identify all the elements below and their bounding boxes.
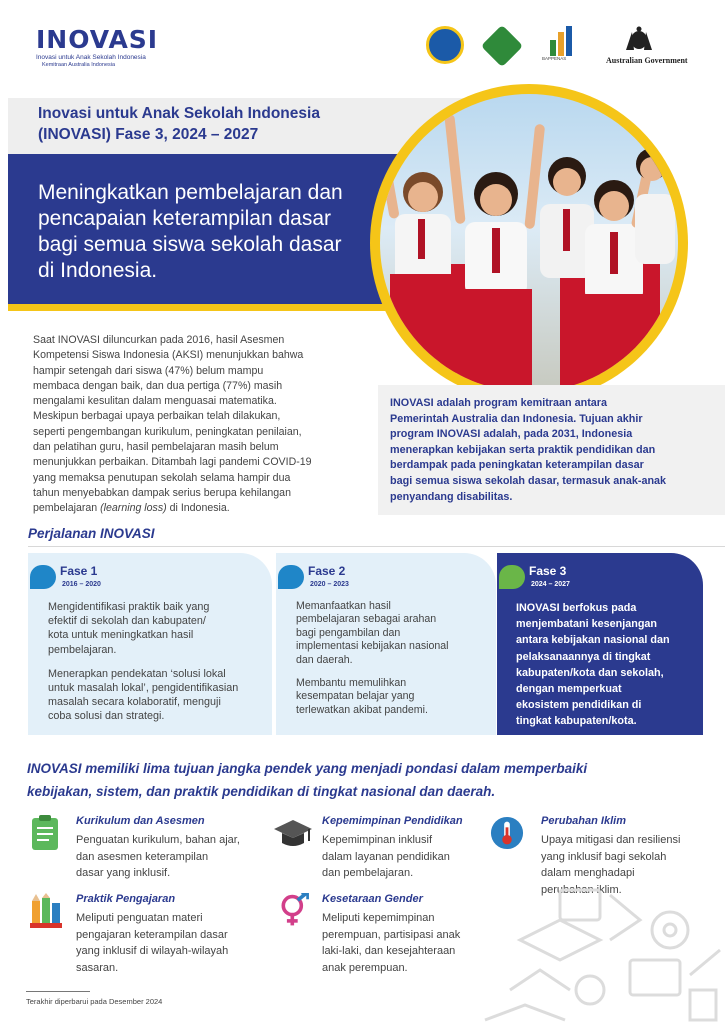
phase-name: Fase 2 [308, 564, 346, 578]
intro-line [33, 501, 358, 516]
phase-tab-icon [499, 565, 525, 589]
callout-line: program INOVASI adalah, pada 2031, Indonesia [390, 428, 633, 441]
phase-line: dengan memperkuat [516, 683, 622, 696]
logo-tagline: Inovasi untuk Anak Sekolah Indonesia [36, 54, 146, 61]
hero-eyebrow [38, 103, 320, 145]
footer-divider [26, 991, 90, 992]
phase-tab-icon [30, 565, 56, 589]
phase-line: pembelajaran. [48, 643, 117, 656]
phase-tab-icon [278, 565, 304, 589]
phase-line: Mengidentifikasi praktik baik yang [48, 601, 210, 613]
goal-title: Kepemimpinan Pendidikan [322, 815, 463, 827]
intro-line: tahun menyebabkan dampak serius berupa kehilangan [33, 486, 291, 499]
goal-line: perempuan, partisipasi anak [322, 928, 461, 941]
phase-line: kesempatan belajar yang [296, 690, 415, 703]
goal-line: perubahan iklim. [541, 883, 622, 896]
kemenag-logo-icon [481, 25, 523, 67]
goal-line: pengajaran keterampilan dasar [76, 928, 228, 941]
australian-coat-of-arms-icon [624, 26, 654, 52]
program-callout [378, 385, 725, 515]
callout-line: Pemerintah Australia dan Indonesia. Tujuan akhir [390, 412, 643, 425]
phase-line: kota untuk meningkatkan hasil [48, 629, 194, 642]
intro-italic-term: (learning loss) [100, 502, 167, 515]
phase-line: tingkat kabupaten/kota. [516, 715, 637, 728]
intro-line: yang memaksa penutupan sekolah selama hampir dua [33, 471, 291, 484]
journey-divider [28, 546, 725, 547]
pencils-icon [30, 893, 64, 929]
logo-wordmark: INOVASI [36, 25, 159, 54]
phase-name: Fase 1 [60, 564, 98, 578]
phase-line: Menerapkan pendekatan ‘solusi lokal [48, 667, 226, 680]
goal-text [76, 910, 276, 976]
phase-line: untuk masalah lokal’, pengidentifikasian [48, 682, 239, 695]
goal-line: dan asesmen keterampilan [76, 850, 209, 863]
phase-years: 2016 – 2020 [62, 581, 101, 588]
hero-title [38, 180, 388, 284]
callout-line: penyandang disabilitas. [390, 490, 513, 503]
callout-line: berdampak pada peningkatan keterampilan dasar [390, 459, 644, 472]
intro-line: Saat INOVASI diluncurkan pada 2016, hasil Asesmen [33, 334, 285, 346]
callout-text [390, 396, 708, 505]
phase-line: Memanfaatkan hasil [296, 600, 391, 612]
inovasi-logo [36, 26, 186, 69]
hero-title-line: pencapaian keterampilan dasar [38, 207, 332, 230]
intro-line: dan pelatihan guru, hasil pembelajaran masih belum [33, 441, 279, 454]
phase-line: ekosistem pendidikan di [516, 699, 642, 712]
phase-paragraph [48, 667, 238, 724]
intro-text: di Indonesia. [166, 502, 230, 515]
goals-intro [27, 757, 707, 803]
phase-line: masalah secara kolaboratif, menguji [48, 696, 221, 709]
phase-line: menjembatani kesenjangan [516, 618, 658, 631]
phase-line: pembelajaran sebagai arahan [296, 613, 437, 626]
goal-title: Praktik Pengajaran [76, 893, 176, 905]
hero-title-line: di Indonesia. [38, 259, 158, 282]
phase-paragraph [296, 677, 449, 717]
goal-title: Kesetaraan Gender [322, 893, 423, 905]
kemendikbud-logo-icon [426, 26, 464, 64]
phase-line: coba solusi dan strategi. [48, 710, 165, 723]
phase-line: INOVASI berfokus pada [516, 602, 637, 614]
phase-body [48, 600, 238, 734]
phase-name: Fase 3 [529, 564, 567, 578]
phase-paragraph [296, 600, 449, 667]
intro-line: hampir setengah dari siswa (47%) belum mampu [33, 364, 264, 377]
thermometer-icon [490, 815, 524, 851]
phase-card-1 [28, 553, 272, 735]
goal-text [322, 832, 482, 882]
phase-years: 2024 – 2027 [531, 581, 570, 588]
phase-card-3 [497, 553, 703, 735]
hero-eyebrow-line: (INOVASI) Fase 3, 2024 – 2027 [38, 126, 259, 143]
callout-line: menerapkan kebijakan serta praktik pendidikan dan [390, 443, 656, 456]
hero-title-line: Meningkatkan pembelajaran dan [38, 181, 343, 204]
goal-item-curriculum [30, 815, 270, 885]
intro-paragraph [33, 333, 358, 517]
intro-line: menunjukkan perbaikan. Ditambah lagi pandemi COVID-19 [33, 456, 312, 469]
australian-government-label: Australian Government [606, 56, 688, 65]
gender-icon [278, 893, 312, 929]
students-photo [380, 94, 678, 392]
phase-line: pelaksanaannya di tingkat [516, 650, 651, 663]
phase-body [296, 600, 449, 727]
goal-text [76, 832, 276, 882]
graduation-cap-icon [272, 815, 314, 851]
goal-line: anak perempuan. [322, 961, 408, 974]
goal-item-gender [278, 893, 488, 978]
goal-line: Kepemimpinan inklusif [322, 834, 433, 846]
callout-line: bagi semua siswa sekolah dasar, termasuk anak-anak [390, 474, 667, 487]
phase-line: implementasi kebijakan nasional [296, 640, 449, 653]
goal-line: Upaya mitigasi dan resiliensi [541, 834, 681, 846]
intro-text: pembelajaran [33, 502, 101, 515]
intro-line: seperti pengembangan kurikulum, peningkatan penilaian, [33, 425, 302, 438]
phase-card-2 [276, 553, 496, 735]
goal-line: yang inklusif di wilayah-wilayah [76, 945, 229, 957]
intro-line: Meskipun berbagai upaya perbaikan telah dilakukan, [33, 410, 281, 423]
hero-title-line: bagi semua siswa sekolah dasar [38, 233, 342, 256]
phase-body [516, 600, 670, 730]
phase-line: dan daerah. [296, 653, 353, 666]
clipboard-icon [30, 815, 64, 851]
partner-logos [424, 26, 694, 68]
intro-line: mengalami kesulitan dalam menguasai matematika. [33, 395, 277, 408]
phase-paragraph [48, 600, 238, 657]
intro-line: membaca dengan baik, dan dua pertiga (77%) masih [33, 379, 283, 392]
bappenas-label: BAPPENAS [542, 56, 567, 61]
goal-line: yang inklusif bagi sekolah [541, 850, 667, 863]
bappenas-logo-icon [550, 26, 576, 56]
goal-line: Meliputi kepemimpinan [322, 912, 435, 924]
goal-line: dalam layanan pendidikan [322, 850, 450, 863]
goal-line: dasar yang inklusif. [76, 867, 171, 879]
phase-years: 2020 – 2023 [310, 581, 349, 588]
goal-title: Perubahan Iklim [541, 815, 626, 827]
goal-line: Meliputi penguatan materi [76, 912, 203, 924]
goal-line: dalam menghadapi [541, 867, 635, 879]
phase-line: Membantu memulihkan [296, 677, 407, 690]
goal-text [322, 910, 492, 976]
phase-line: kabupaten/kota dan sekolah, [516, 666, 664, 679]
hero-eyebrow-line: Inovasi untuk Anak Sekolah Indonesia [38, 105, 320, 122]
phase-line: terlewatkan akibat pandemi. [296, 703, 428, 716]
goal-line: sasaran. [76, 961, 119, 974]
logo-partner-line: Kemitraan Australia Indonesia [42, 62, 116, 68]
goal-item-leadership [272, 815, 482, 885]
goal-line: laki-laki, dan kesejahteraan [322, 945, 456, 957]
goal-item-teaching [30, 893, 270, 978]
goals-intro-line: INOVASI memiliki lima tujuan jangka pendek yang menjadi pondasi dalam memperbaiki [27, 761, 588, 776]
goal-line: Penguatan kurikulum, bahan ajar, [76, 834, 240, 846]
students-illustration [380, 94, 678, 392]
goal-line: dan pembelajaran. [322, 867, 414, 879]
intro-line: Kompetensi Siswa Indonesia (AKSI) menunjukkan bahwa [33, 349, 304, 362]
journey-title: Perjalanan INOVASI [28, 526, 155, 541]
last-updated-note: Terakhir diperbarui pada Desember 2024 [26, 997, 163, 1006]
callout-line: INOVASI adalah program kemitraan antara [390, 397, 608, 409]
goals-intro-line: kebijakan, sistem, dan praktik pendidikan di tingkat nasional dan daerah. [27, 784, 496, 799]
phase-line: bagi pengambilan dan [296, 626, 401, 639]
phase-line: efektif di sekolah dan kabupaten/ [48, 615, 206, 628]
goal-title: Kurikulum dan Asesmen [76, 815, 205, 827]
phase-line: antara kebijakan nasional dan [516, 634, 670, 647]
education-doodles-decoration [480, 880, 725, 1024]
